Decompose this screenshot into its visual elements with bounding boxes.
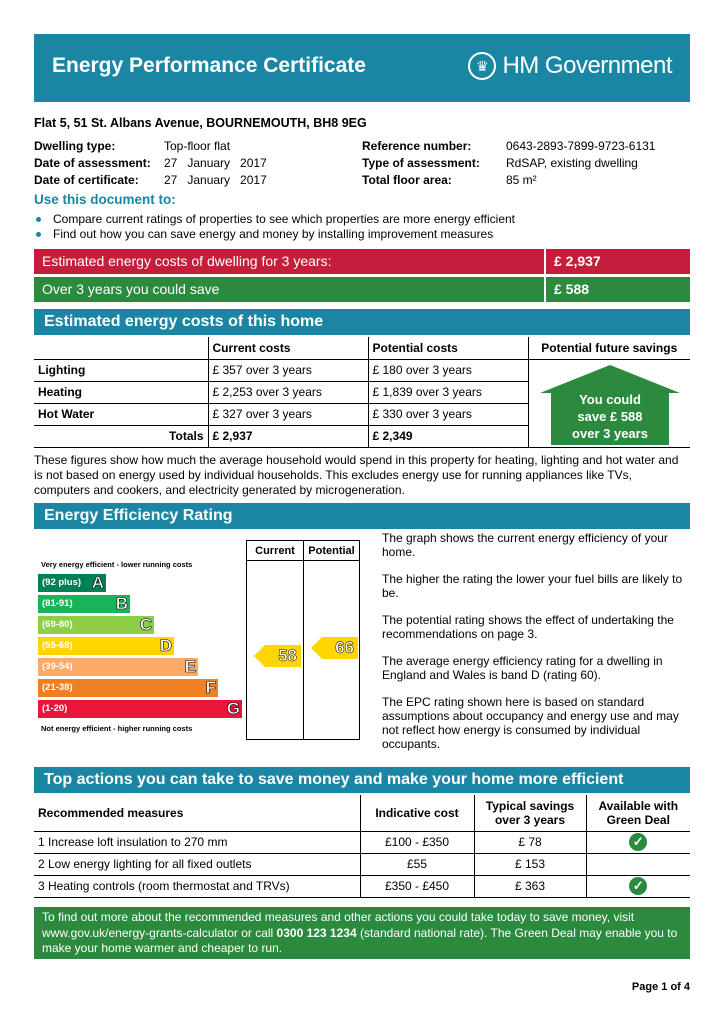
savings-line-1: You could — [579, 392, 641, 407]
table-row — [34, 853, 690, 875]
eer-rating-columns — [246, 540, 360, 740]
eer-col-current: Current — [247, 541, 303, 561]
page-header — [34, 34, 690, 102]
list-item: Compare current ratings of properties to see which properties are more energy efficient — [34, 212, 515, 227]
current-cost: £ 2,253 over 3 years — [208, 381, 368, 403]
estimated-costs-value: £ 2,937 — [544, 249, 690, 274]
eer-band-range: (55-68) — [42, 640, 73, 651]
floor-area-value: 85 m² — [506, 173, 537, 187]
estimated-costs-bar — [34, 249, 690, 274]
potential-cost: £ 1,839 over 3 years — [368, 381, 528, 403]
savings-house-graphic — [540, 365, 680, 445]
eer-band-letter: B — [115, 594, 128, 613]
list-item: Find out how you can save energy and money by installing improvement measures — [34, 227, 515, 242]
certificate-date-value: 27 January 2017 — [164, 173, 267, 187]
eer-paragraph: The higher the rating the lower your fuel bills are likely to be. — [382, 572, 683, 600]
reference-label: Reference number: — [362, 139, 472, 153]
property-address: Flat 5, 51 St. Albans Avenue, BOURNEMOUTH, BH8 9EG — [34, 116, 367, 130]
eer-top-note: Very energy efficient - lower running costs — [41, 560, 193, 569]
row-label: Lighting — [38, 363, 86, 377]
eer-band-d — [38, 637, 174, 655]
floor-area-label: Total floor area: — [362, 173, 452, 187]
eer-band-g — [38, 700, 242, 718]
row-label: Hot Water — [38, 407, 95, 421]
totals-current: £ 2,937 — [208, 425, 368, 447]
eer-band-letter: D — [159, 636, 172, 655]
costs-section-title: Estimated energy costs of this home — [34, 309, 690, 335]
measure-savings: £ 153 — [474, 853, 586, 875]
property-details — [34, 138, 690, 189]
eer-band-range: (1-20) — [42, 703, 68, 714]
eer-band-letter: A — [91, 573, 104, 592]
use-document-list — [34, 212, 515, 242]
assessment-type-label: Type of assessment: — [362, 156, 480, 170]
eer-paragraph: The average energy efficiency rating for a dwelling in England and Wales is band D (rating 60). — [382, 654, 663, 682]
col-potential-costs: Potential costs — [368, 337, 528, 359]
gov-name: HM Government — [502, 52, 672, 79]
page-number: Page 1 of 4 — [631, 981, 690, 993]
savings-line-3: over 3 years — [572, 426, 648, 441]
eer-title: Energy Efficiency Rating — [44, 507, 233, 524]
certificate-date-label: Date of certificate: — [34, 173, 139, 187]
current-cost: £ 327 over 3 years — [208, 403, 368, 425]
current-cost: £ 357 over 3 years — [208, 359, 368, 381]
measure-savings: £ 78 — [474, 831, 586, 853]
eer-band-letter: F — [205, 678, 216, 697]
could-save-label: Over 3 years you could save — [42, 281, 220, 297]
dwelling-type-value: Top-floor flat — [164, 139, 231, 153]
estimated-costs-label: Estimated energy costs of dwelling for 3 years: — [42, 253, 332, 269]
could-save-bar — [34, 277, 690, 302]
eer-paragraph: The EPC rating shown here is based on standard assumptions about occupancy and energy use and may not reflect how energy is consumed by individual occupants. — [382, 695, 679, 751]
dwelling-type-label: Dwelling type: — [34, 139, 116, 153]
col-indicative-cost: Indicative cost — [360, 795, 474, 831]
table-row — [34, 875, 690, 897]
col-green-deal: Available with Green Deal — [586, 795, 690, 831]
eer-band-f — [38, 679, 218, 697]
assessment-date-value: 27 January 2017 — [164, 156, 267, 170]
royal-crest-icon: ♛ — [468, 52, 496, 80]
eer-band-letter: E — [184, 657, 196, 676]
assessment-date-label: Date of assessment: — [34, 156, 151, 170]
actions-table — [34, 795, 690, 898]
footer-phone: 0300 123 1234 — [276, 925, 357, 940]
reference-value: 0643-2893-7899-9723-6131 — [506, 139, 656, 153]
current-rating-arrow: 58 — [265, 645, 301, 667]
eer-band-c — [38, 616, 154, 634]
green-deal-check-icon: ✓ — [629, 877, 647, 895]
measure-name: 1 Increase loft insulation to 270 mm — [34, 831, 360, 853]
eer-band-b — [38, 595, 130, 613]
potential-cost: £ 330 over 3 years — [368, 403, 528, 425]
could-save-value: £ 588 — [544, 277, 690, 302]
col-future-savings: Potential future savings — [528, 337, 690, 359]
eer-col-potential: Potential — [304, 541, 359, 561]
assessment-type-value: RdSAP, existing dwelling — [506, 156, 638, 170]
eer-band-e — [38, 658, 198, 676]
measure-name: 2 Low energy lighting for all fixed outlets — [34, 853, 360, 875]
eer-paragraph: The potential rating shows the effect of undertaking the recommendations on page 3. — [382, 613, 674, 641]
page-title: Energy Performance Certificate — [52, 54, 366, 77]
eer-band-letter: C — [139, 615, 152, 634]
eer-bottom-note: Not energy efficient - higher running costs — [41, 724, 193, 733]
measure-cost: £55 — [360, 853, 474, 875]
col-typical-savings: Typical savings over 3 years — [474, 795, 586, 831]
totals-potential: £ 2,349 — [368, 425, 528, 447]
green-deal-check-icon: ✓ — [629, 833, 647, 851]
measure-cost: £100 - £350 — [360, 831, 474, 853]
costs-note: These figures show how much the average household would spend in this property for heating, lighting and hot water and is not based on energy used by individual households. This excludes energy use for running appliances like TVs, computers and cookers, and electricity generated by microgeneration. — [34, 453, 679, 497]
eer-section-title — [34, 503, 690, 529]
footer-text-a: To find out more about the recommended measures and other actions you could take today to save money, visit www.gov.uk/energy-grants-calculator or call — [42, 910, 635, 940]
use-document-title: Use this document to: — [34, 192, 176, 207]
footer-info-box — [34, 907, 690, 959]
eer-scale — [34, 540, 246, 740]
potential-rating-arrow: 66 — [322, 637, 358, 659]
measure-savings: £ 363 — [474, 875, 586, 897]
totals-label: Totals — [169, 429, 204, 443]
footer-text-b: (standard national rate). The Green Deal may enable you to make your home warmer and cheaper to run. — [42, 925, 678, 955]
eer-band-range: (39-54) — [42, 661, 73, 672]
measure-name: 3 Heating controls (room thermostat and TRVs) — [34, 875, 360, 897]
eer-paragraph: The graph shows the current energy efficiency of your home. — [382, 531, 668, 559]
eer-graph — [34, 540, 360, 740]
eer-band-a — [38, 574, 106, 592]
hm-government-logo — [468, 52, 672, 80]
col-measures: Recommended measures — [34, 795, 360, 831]
table-row — [34, 831, 690, 853]
eer-explanation — [382, 531, 690, 764]
actions-section-title: Top actions you can take to save money and make your home more efficient — [34, 767, 690, 793]
eer-band-range: (21-38) — [42, 682, 73, 693]
savings-line-2: save £ 588 — [577, 409, 643, 424]
eer-band-range: (81-91) — [42, 598, 73, 609]
eer-band-range: (69-80) — [42, 619, 73, 630]
col-current-costs: Current costs — [208, 337, 368, 359]
eer-band-range: (92 plus) — [42, 577, 82, 588]
row-label: Heating — [38, 385, 83, 399]
measure-cost: £350 - £450 — [360, 875, 474, 897]
potential-cost: £ 180 over 3 years — [368, 359, 528, 381]
eer-band-letter: G — [226, 699, 240, 718]
